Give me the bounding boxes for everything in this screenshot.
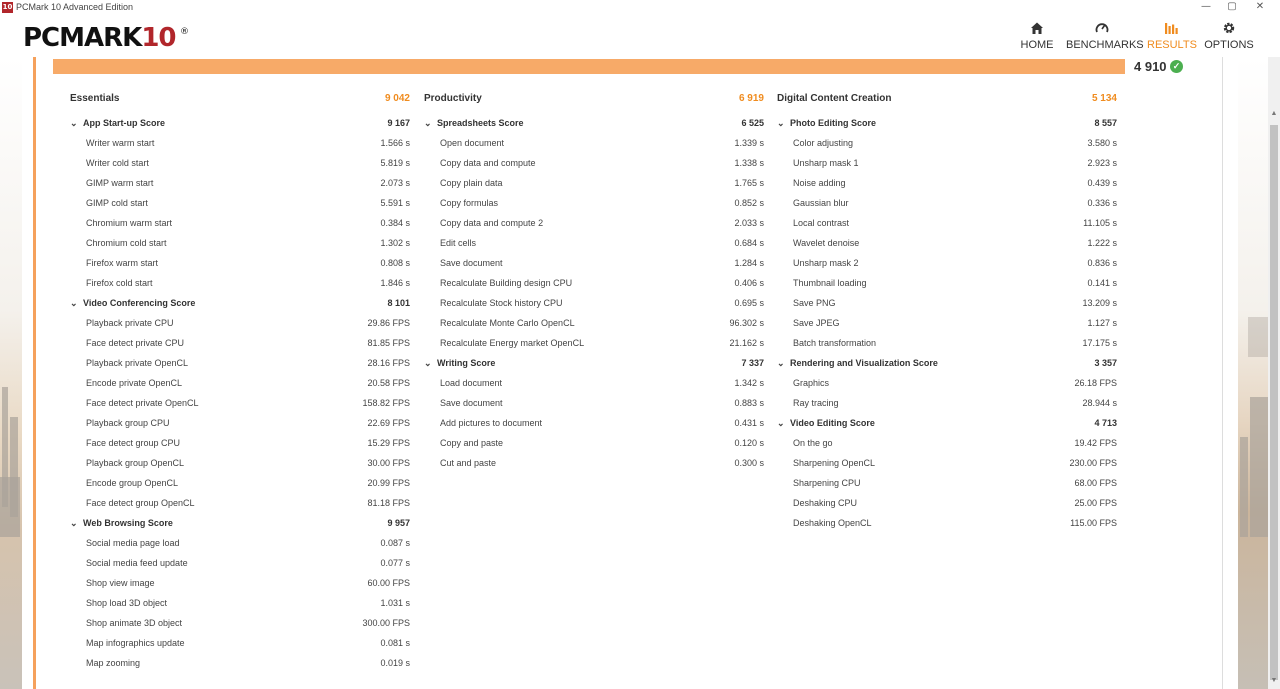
item-label: Face detect group OpenCL <box>86 498 195 508</box>
nav-options[interactable] <box>1202 20 1256 51</box>
chevron-down-icon[interactable]: ⌄ <box>70 118 78 128</box>
item-value: 300.00 FPS <box>362 618 410 628</box>
item-value: 1.846 s <box>380 278 410 288</box>
group-score: 8 557 <box>1094 118 1117 128</box>
chevron-down-icon[interactable]: ⌄ <box>777 418 785 428</box>
item-label: Edit cells <box>440 238 477 248</box>
maximize-button[interactable]: ▢ <box>1227 1 1237 12</box>
gauge-icon <box>1095 20 1109 36</box>
item-label: Add pictures to document <box>440 418 543 428</box>
item-value: 21.162 s <box>729 338 764 348</box>
category-header <box>70 90 410 108</box>
item-value: 1.031 s <box>380 598 410 608</box>
item-value: 28.16 FPS <box>367 358 410 368</box>
item-value: 1.339 s <box>734 138 764 148</box>
logo-registered-mark: ® <box>180 27 189 37</box>
list-item <box>70 333 410 353</box>
group-title: Writing Score <box>437 358 496 368</box>
item-label: Graphics <box>793 378 830 388</box>
item-label: Map zooming <box>86 658 141 668</box>
list-item <box>70 493 410 513</box>
item-value: 1.222 s <box>1087 238 1117 248</box>
list-item <box>424 293 764 313</box>
list-item <box>424 393 764 413</box>
group-header[interactable] <box>424 353 764 373</box>
group-title: Rendering and Visualization Score <box>790 358 938 368</box>
group-score: 9 167 <box>387 118 410 128</box>
item-value: 0.684 s <box>734 238 764 248</box>
item-label: Playback private CPU <box>86 318 174 328</box>
list-item <box>424 433 764 453</box>
item-value: 0.695 s <box>734 298 764 308</box>
list-item <box>424 453 764 473</box>
item-label: Writer cold start <box>86 158 149 168</box>
item-value: 0.406 s <box>734 278 764 288</box>
item-label: Firefox cold start <box>86 278 153 288</box>
item-label: Recalculate Monte Carlo OpenCL <box>440 318 575 328</box>
item-value: 158.82 FPS <box>362 398 410 408</box>
list-item <box>70 593 410 613</box>
item-value: 0.141 s <box>1087 278 1117 288</box>
item-label: Load document <box>440 378 503 388</box>
group-header[interactable] <box>777 353 1117 373</box>
item-value: 20.58 FPS <box>367 378 410 388</box>
column-productivity <box>424 90 764 473</box>
nav-benchmarks[interactable] <box>1066 20 1144 51</box>
list-item <box>70 273 410 293</box>
list-item <box>424 273 764 293</box>
item-value: 2.073 s <box>380 178 410 188</box>
item-value: 230.00 FPS <box>1069 458 1117 468</box>
item-label: Save document <box>440 258 503 268</box>
item-value: 1.284 s <box>734 258 764 268</box>
item-label: Thumbnail loading <box>793 278 867 288</box>
list-item <box>70 653 410 673</box>
item-label: Social media page load <box>86 538 180 548</box>
item-value: 81.85 FPS <box>367 338 410 348</box>
item-value: 81.18 FPS <box>367 498 410 508</box>
list-item <box>70 133 410 153</box>
group-score: 3 357 <box>1094 358 1117 368</box>
list-item <box>777 173 1117 193</box>
background-image-left <box>0 57 22 689</box>
list-item <box>424 193 764 213</box>
item-value: 0.019 s <box>380 658 410 668</box>
group-score: 7 337 <box>741 358 764 368</box>
column-essentials <box>70 90 410 673</box>
group-score: 4 713 <box>1094 418 1117 428</box>
item-value: 0.384 s <box>380 218 410 228</box>
item-label: Firefox warm start <box>86 258 159 268</box>
item-value: 11.105 s <box>1083 218 1117 228</box>
item-value: 13.209 s <box>1082 298 1117 308</box>
item-value: 0.808 s <box>380 258 410 268</box>
chevron-down-icon[interactable]: ⌄ <box>777 358 785 368</box>
item-value: 115.00 FPS <box>1070 518 1117 528</box>
item-value: 1.127 s <box>1087 318 1117 328</box>
item-label: Copy data and compute 2 <box>440 218 544 228</box>
list-item <box>424 213 764 233</box>
group-header[interactable] <box>424 113 764 133</box>
item-label: Save document <box>440 398 503 408</box>
item-label: Playback group OpenCL <box>86 458 185 468</box>
item-value: 5.591 s <box>380 198 410 208</box>
item-value: 60.00 FPS <box>367 578 410 588</box>
group-title: App Start-up Score <box>83 118 166 128</box>
nav-home-label: HOME <box>1020 39 1054 51</box>
home-icon <box>1030 20 1044 36</box>
item-value: 1.302 s <box>380 238 410 248</box>
item-value: 30.00 FPS <box>367 458 410 468</box>
item-value: 19.42 FPS <box>1074 438 1117 448</box>
scrollbar-thumb[interactable] <box>1270 125 1278 680</box>
category-title: Digital Content Creation <box>777 93 892 104</box>
panel-accent-border <box>33 57 36 689</box>
logo-number: 10 <box>141 23 176 53</box>
item-label: Copy formulas <box>440 198 499 208</box>
chevron-down-icon[interactable]: ⌄ <box>424 358 432 368</box>
overall-score-bar <box>53 59 1125 74</box>
item-label: Copy and paste <box>440 438 504 448</box>
list-item <box>424 233 764 253</box>
group-title: Photo Editing Score <box>790 118 877 128</box>
list-item <box>777 153 1117 173</box>
item-label: Wavelet denoise <box>793 238 860 248</box>
item-label: Chromium warm start <box>86 218 173 228</box>
gear-icon <box>1222 20 1236 36</box>
item-value: 0.077 s <box>380 558 410 568</box>
item-label: Sharpening OpenCL <box>793 458 876 468</box>
category-score: 9 042 <box>384 93 410 104</box>
item-value: 17.175 s <box>1082 338 1117 348</box>
group-header[interactable] <box>70 513 410 533</box>
group-score: 9 957 <box>387 518 410 528</box>
item-label: Copy data and compute <box>440 158 536 168</box>
check-icon: ✓ <box>1170 60 1183 73</box>
item-value: 0.081 s <box>380 638 410 648</box>
list-item <box>777 373 1117 393</box>
item-label: Social media feed update <box>86 558 188 568</box>
list-item <box>424 153 764 173</box>
list-item <box>777 193 1117 213</box>
item-label: Save PNG <box>793 298 836 308</box>
item-value: 1.338 s <box>734 158 764 168</box>
list-item <box>70 613 410 633</box>
list-item <box>777 393 1117 413</box>
list-item <box>70 573 410 593</box>
group-score: 6 525 <box>741 118 764 128</box>
item-value: 2.033 s <box>734 218 764 228</box>
item-label: Color adjusting <box>793 138 854 148</box>
item-label: Sharpening CPU <box>793 478 861 488</box>
item-label: Shop load 3D object <box>86 598 168 608</box>
list-item <box>70 453 410 473</box>
item-value: 0.120 s <box>734 438 764 448</box>
item-label: Save JPEG <box>793 318 840 328</box>
window-titlebar <box>0 0 1280 15</box>
list-item <box>424 313 764 333</box>
pcmark-logo <box>23 23 189 53</box>
group-score: 8 101 <box>387 298 410 308</box>
list-item <box>70 253 410 273</box>
item-label: Encode group OpenCL <box>86 478 179 488</box>
list-item <box>777 493 1117 513</box>
list-item <box>424 373 764 393</box>
category-header <box>777 90 1117 108</box>
item-value: 1.342 s <box>734 378 764 388</box>
list-item <box>70 393 410 413</box>
list-item <box>70 193 410 213</box>
list-item <box>70 433 410 453</box>
list-item <box>70 353 410 373</box>
panel-divider <box>1222 57 1223 689</box>
item-value: 0.852 s <box>734 198 764 208</box>
list-item <box>777 513 1117 533</box>
minimize-button[interactable]: — <box>1201 1 1211 12</box>
item-value: 5.819 s <box>380 158 410 168</box>
list-item <box>777 473 1117 493</box>
item-label: Gaussian blur <box>793 198 849 208</box>
item-label: Chromium cold start <box>86 238 167 248</box>
nav-results[interactable] <box>1147 20 1195 51</box>
list-item <box>70 553 410 573</box>
scroll-down-icon[interactable]: ▼ <box>1270 677 1278 684</box>
list-item <box>424 133 764 153</box>
item-value: 3.580 s <box>1087 138 1117 148</box>
logo-text: PCMARK <box>23 23 142 53</box>
list-item <box>70 313 410 333</box>
nav-benchmarks-label: BENCHMARKS <box>1066 39 1144 51</box>
bar-chart-icon <box>1164 20 1178 36</box>
item-value: 96.302 s <box>729 318 764 328</box>
item-label: GIMP warm start <box>86 178 154 188</box>
item-value: 15.29 FPS <box>367 438 410 448</box>
item-value: 0.431 s <box>734 418 764 428</box>
item-value: 29.86 FPS <box>367 318 410 328</box>
item-value: 26.18 FPS <box>1074 378 1117 388</box>
category-title: Productivity <box>424 93 482 104</box>
list-item <box>70 473 410 493</box>
item-label: Cut and paste <box>440 458 497 468</box>
item-value: 68.00 FPS <box>1074 478 1117 488</box>
item-label: Copy plain data <box>440 178 503 188</box>
nav-home[interactable] <box>1016 20 1058 51</box>
nav-results-label: RESULTS <box>1147 39 1197 51</box>
item-label: Noise adding <box>793 178 846 188</box>
item-value: 0.336 s <box>1087 198 1117 208</box>
list-item <box>70 413 410 433</box>
app-header <box>0 15 1280 57</box>
item-label: Face detect private CPU <box>86 338 185 348</box>
item-value: 25.00 FPS <box>1074 498 1117 508</box>
item-label: Playback private OpenCL <box>86 358 189 368</box>
list-item <box>777 293 1117 313</box>
item-value: 28.944 s <box>1082 398 1117 408</box>
category-score: 5 134 <box>1091 93 1117 104</box>
list-item <box>777 433 1117 453</box>
item-label: Open document <box>440 138 505 148</box>
item-label: Unsharp mask 1 <box>793 158 859 168</box>
list-item <box>777 313 1117 333</box>
list-item <box>70 153 410 173</box>
item-value: 1.566 s <box>380 138 410 148</box>
group-header[interactable] <box>777 113 1117 133</box>
list-item <box>777 233 1117 253</box>
list-item <box>70 213 410 233</box>
chevron-down-icon[interactable]: ⌄ <box>70 518 78 528</box>
item-label: On the go <box>793 438 833 448</box>
scroll-up-icon[interactable]: ▲ <box>1270 110 1278 117</box>
group-title: Video Editing Score <box>790 418 875 428</box>
item-label: Writer warm start <box>86 138 155 148</box>
list-item <box>777 273 1117 293</box>
chevron-down-icon[interactable]: ⌄ <box>424 118 432 128</box>
group-header[interactable] <box>70 293 410 313</box>
item-label: Face detect group CPU <box>86 438 181 448</box>
item-value: 20.99 FPS <box>367 478 410 488</box>
list-item <box>777 253 1117 273</box>
item-value: 0.836 s <box>1087 258 1117 268</box>
list-item <box>70 633 410 653</box>
item-label: Ray tracing <box>793 398 839 408</box>
window-title: PCMark 10 Advanced Edition <box>16 2 134 12</box>
nav-options-label: OPTIONS <box>1204 39 1254 51</box>
item-value: 0.883 s <box>734 398 764 408</box>
item-label: Local contrast <box>793 218 850 228</box>
list-item <box>777 133 1117 153</box>
app-icon: 10 <box>2 3 13 11</box>
list-item <box>70 173 410 193</box>
item-label: Recalculate Stock history CPU <box>440 298 563 308</box>
chevron-down-icon[interactable]: ⌄ <box>70 298 78 308</box>
item-label: Map infographics update <box>86 638 185 648</box>
list-item <box>777 333 1117 353</box>
item-label: Playback group CPU <box>86 418 170 428</box>
item-label: Recalculate Building design CPU <box>440 278 573 288</box>
group-title: Video Conferencing Score <box>83 298 196 308</box>
category-title: Essentials <box>70 93 120 104</box>
list-item <box>70 233 410 253</box>
category-header <box>424 90 764 108</box>
column-digital-content-creation <box>777 90 1117 533</box>
list-item <box>70 373 410 393</box>
list-item <box>70 533 410 553</box>
item-value: 22.69 FPS <box>367 418 410 428</box>
group-title: Spreadsheets Score <box>437 118 524 128</box>
item-label: GIMP cold start <box>86 198 148 208</box>
item-label: Face detect private OpenCL <box>86 398 199 408</box>
item-label: Batch transformation <box>793 338 877 348</box>
close-button[interactable]: ✕ <box>1255 1 1265 12</box>
list-item <box>777 213 1117 233</box>
item-value: 0.439 s <box>1087 178 1117 188</box>
group-header[interactable] <box>777 413 1117 433</box>
item-label: Deshaking CPU <box>793 498 858 508</box>
item-label: Shop view image <box>86 578 155 588</box>
item-value: 2.923 s <box>1087 158 1117 168</box>
item-label: Recalculate Energy market OpenCL <box>440 338 585 348</box>
item-label: Unsharp mask 2 <box>793 258 859 268</box>
chevron-down-icon[interactable]: ⌄ <box>777 118 785 128</box>
list-item <box>424 413 764 433</box>
category-score: 6 919 <box>738 93 764 104</box>
item-label: Shop animate 3D object <box>86 618 183 628</box>
list-item <box>777 453 1117 473</box>
list-item <box>424 253 764 273</box>
list-item <box>424 333 764 353</box>
group-title: Web Browsing Score <box>83 518 173 528</box>
item-label: Deshaking OpenCL <box>793 518 872 528</box>
overall-score: 4 910 <box>1134 59 1167 74</box>
item-value: 1.765 s <box>734 178 764 188</box>
list-item <box>424 173 764 193</box>
item-value: 0.300 s <box>734 458 764 468</box>
item-value: 0.087 s <box>380 538 410 548</box>
item-label: Encode private OpenCL <box>86 378 183 388</box>
group-header[interactable] <box>70 113 410 133</box>
